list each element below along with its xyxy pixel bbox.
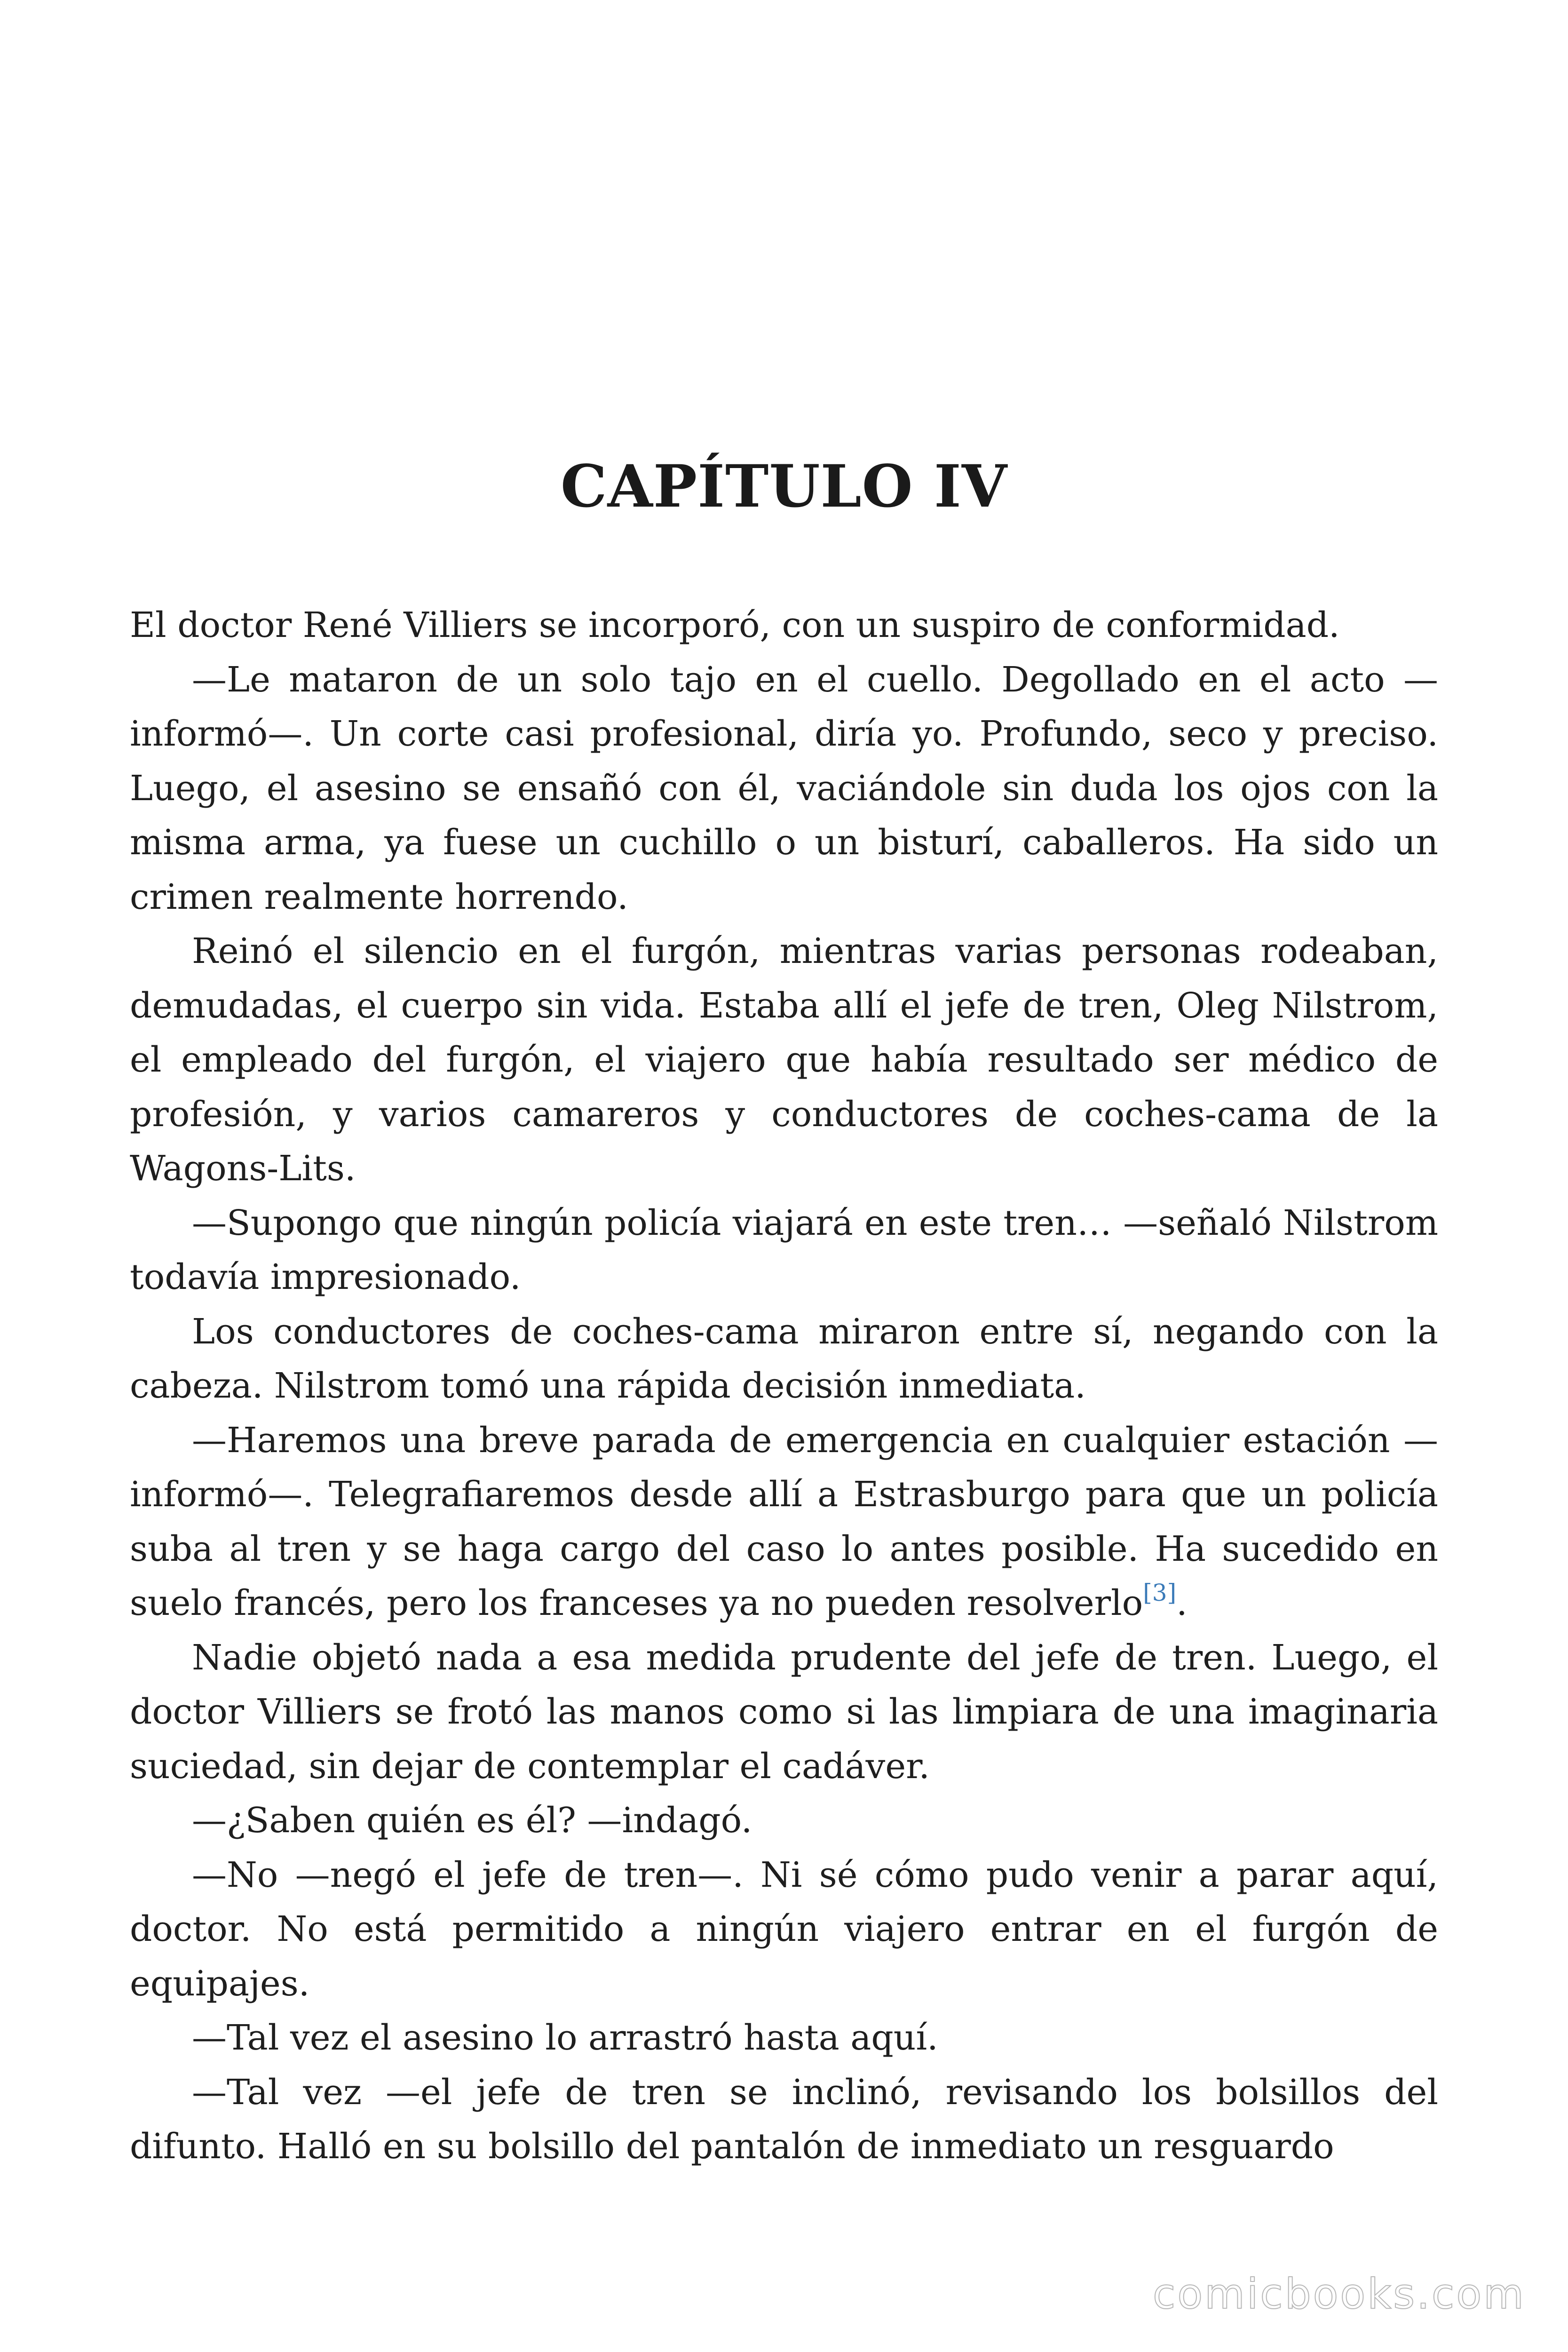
paragraph-text-tail: . xyxy=(1176,1583,1188,1623)
paragraph-text: —Tal vez —el jefe de tren se inclinó, revisando los bolsillos del difunto. Halló en su bolsillo del pantalón de inmediato un resguardo xyxy=(130,2072,1438,2167)
footnote-link-3[interactable]: [3] xyxy=(1143,1579,1177,1606)
paragraph-text: —¿Saben quién es él? —indagó. xyxy=(192,1800,752,1841)
paragraph-text: —Haremos una breve parada de emergencia en cualquier estación —informó—. Telegrafiaremos desde allí a Estrasburgo para que un policía suba al tren y se haga cargo del caso lo antes posible. Ha sucedido en suelo francés, pero los franceses ya no pueden resolverlo xyxy=(130,1420,1438,1623)
paragraph-9 xyxy=(130,1848,1438,2011)
paragraph-2 xyxy=(130,653,1438,925)
paragraph-3 xyxy=(130,924,1438,1196)
paragraph-text: —Le mataron de un solo tajo en el cuello. Degollado en el acto —informó—. Un corte casi profesional, diría yo. Profundo, seco y preciso. Luego, el asesino se ensañó con él, vaciándole sin duda los ojos con la misma arma, ya fuese un cuchillo o un bisturí, caballeros. Ha sido un crimen realmente horrendo. xyxy=(130,659,1438,917)
paragraph-4 xyxy=(130,1196,1438,1305)
paragraph-text: —No —negó el jefe de tren—. Ni sé cómo pudo venir a parar aquí, doctor. No está permitido a ningún viajero entrar en el furgón de equipajes. xyxy=(130,1854,1438,2004)
paragraph-text: Nadie objetó nada a esa medida prudente del jefe de tren. Luego, el doctor Villiers se frotó las manos como si las limpiara de una imaginaria suciedad, sin dejar de contemplar el cadáver. xyxy=(130,1637,1438,1787)
paragraph-text: El doctor René Villiers se incorporó, con un suspiro de conformidad. xyxy=(130,605,1340,645)
paragraph-5 xyxy=(130,1305,1438,1414)
chapter-body xyxy=(130,598,1438,2174)
paragraph-8 xyxy=(130,1794,1438,1848)
paragraph-6 xyxy=(130,1414,1438,1631)
watermark: comicbooks.com xyxy=(1152,2270,1526,2318)
paragraph-text: —Tal vez el asesino lo arrastró hasta aquí. xyxy=(192,2018,938,2058)
paragraph-text: Los conductores de coches-cama miraron entre sí, negando con la cabeza. Nilstrom tomó una rápida decisión inmediata. xyxy=(130,1311,1438,1406)
paragraph-1 xyxy=(130,598,1438,653)
paragraph-text: Reinó el silencio en el furgón, mientras varias personas rodeaban, demudadas, el cuerpo sin vida. Estaba allí el jefe de tren, Oleg Nilstrom, el empleado del furgón, el viajero que había resultado ser médico de profesión, y varios camareros y conductores de coches-cama de la Wagons-Lits. xyxy=(130,931,1438,1189)
paragraph-text: —Supongo que ningún policía viajará en este tren… —señaló Nilstrom todavía impresionado. xyxy=(130,1202,1438,1297)
chapter-title: CAPÍTULO IV xyxy=(560,453,1008,521)
paragraph-11 xyxy=(130,2066,1438,2174)
paragraph-10 xyxy=(130,2011,1438,2066)
paragraph-7 xyxy=(130,1631,1438,1794)
